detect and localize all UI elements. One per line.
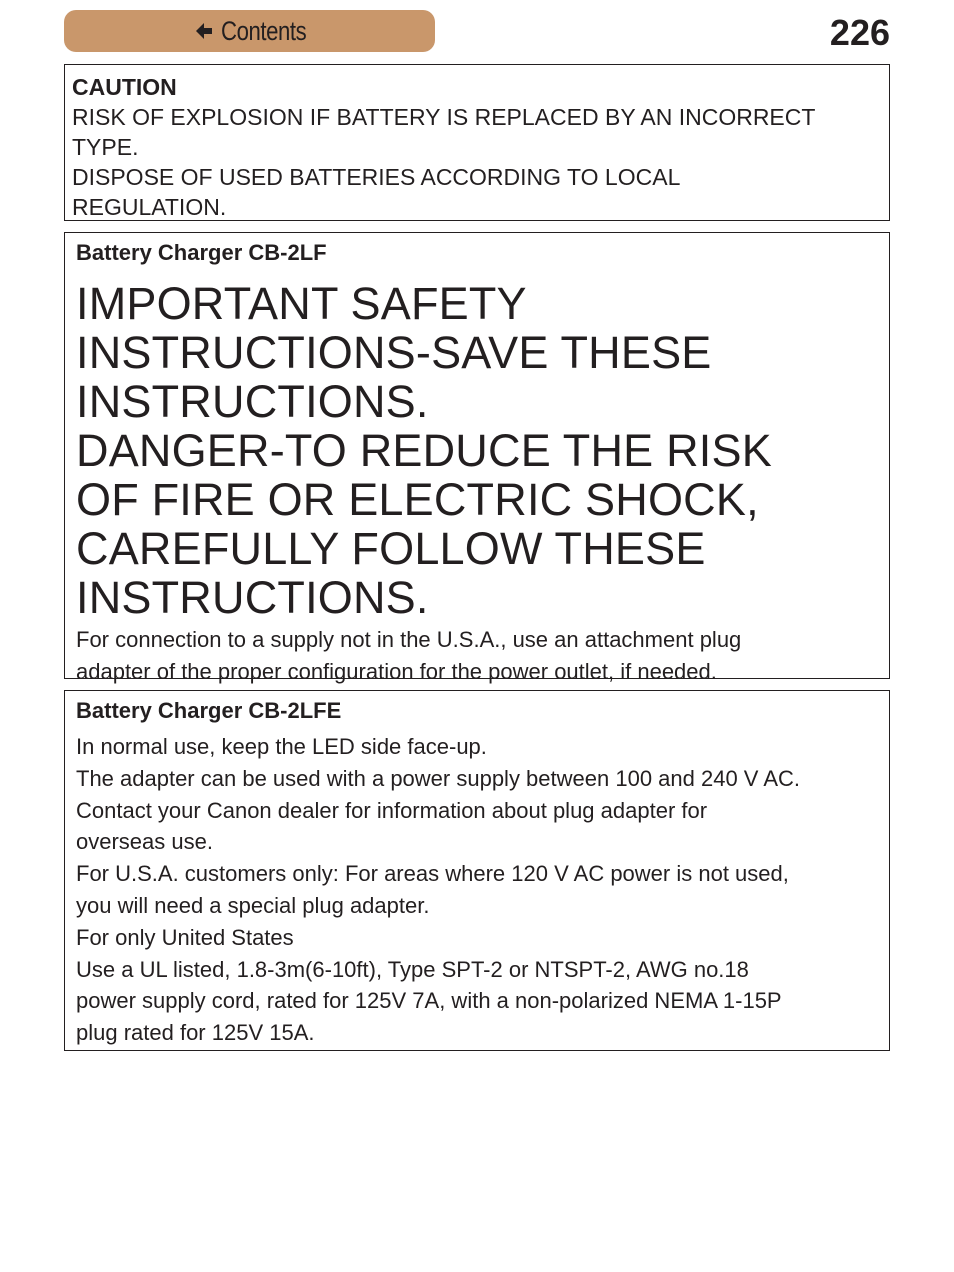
safety-heading-line: IMPORTANT SAFETY [76,278,527,329]
text-line: The adapter can be used with a power supply between 100 and 240 V AC. [76,765,801,791]
caution-line: RISK OF EXPLOSION IF BATTERY IS REPLACED BY AN INCORRECT [72,104,816,130]
safety-heading-line: INSTRUCTIONS-SAVE THESE [76,327,712,378]
text-line: Use a UL listed, 1.8-3m(6-10ft), Type SPT-2 or NTSPT-2, AWG no.18 [76,956,749,982]
text-line: For U.S.A. customers only: For areas where 120 V AC power is not used, [76,861,789,887]
text-line: Contact your Canon dealer for information about plug adapter for [76,797,708,823]
note-line: adapter of the proper configuration for the power outlet, if needed. [76,659,717,684]
text-line: power supply cord, rated for 125V 7A, with a non-polarized NEMA 1-15P [76,988,782,1014]
text-line: For only United States [76,924,294,950]
safety-heading-line: INSTRUCTIONS. [76,376,429,427]
caution-line: REGULATION. [72,194,227,220]
caution-title: CAUTION [72,74,177,100]
charger-lfe-box [64,690,890,1051]
safety-heading-line: DANGER-TO REDUCE THE RISK [76,425,772,476]
page-number: 226 [829,12,890,53]
contents-label: Contents [221,15,307,46]
caution-line: TYPE. [72,134,139,160]
arrow-left-icon [193,20,215,42]
safety-heading [76,279,878,622]
safety-heading-line: CAREFULLY FOLLOW THESE [76,523,706,574]
text-line: plug rated for 125V 15A. [76,1020,315,1046]
charger-lf-title: Battery Charger CB-2LF [76,240,327,265]
charger-lfe-title: Battery Charger CB-2LFE [76,698,342,723]
caution-box [64,64,890,221]
caution-line: DISPOSE OF USED BATTERIES ACCORDING TO LOCAL [72,164,681,190]
charger-lf-box [64,232,890,684]
text-line: you will need a special plug adapter. [76,892,430,918]
text-line: In normal use, keep the LED side face-up. [76,734,487,759]
safety-heading-line: OF FIRE OR ELECTRIC SHOCK, [76,474,759,525]
contents-button[interactable] [64,10,435,52]
text-line: overseas use. [76,829,213,855]
safety-heading-line: INSTRUCTIONS. [76,572,429,623]
plug-adapter-note [76,624,878,688]
note-line: For connection to a supply not in the U.S.A., use an attachment plug [76,627,742,652]
charger-lfe-text [76,731,878,1049]
